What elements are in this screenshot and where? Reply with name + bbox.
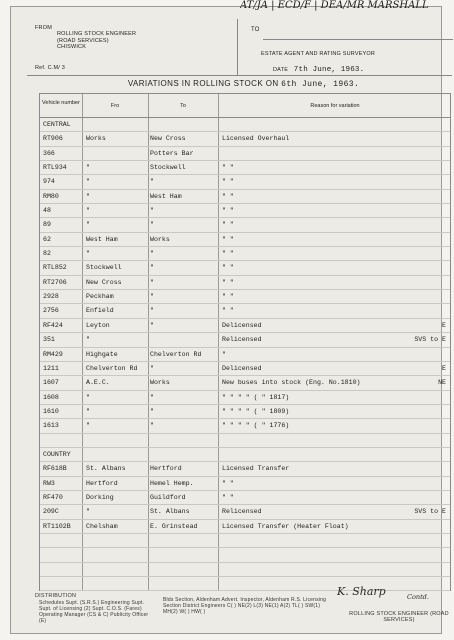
- table-row: [40, 319, 450, 333]
- vehicle-cell: RF470: [43, 493, 63, 501]
- to-cell: Guildford: [150, 493, 186, 501]
- vehicle-cell: RT1102B: [43, 522, 71, 530]
- from-cell: Leyton: [86, 321, 110, 329]
- reason-cell: " ": [222, 278, 234, 286]
- signature: K. Sharp: [337, 585, 386, 598]
- reason-cell: " ": [222, 293, 234, 301]
- table-row: [40, 233, 450, 247]
- to-cell: ": [150, 178, 154, 186]
- header-divider: [237, 19, 238, 75]
- from-cell: New Cross: [86, 278, 122, 286]
- to-cell: Hertford: [150, 465, 182, 473]
- from-cell: ": [86, 508, 90, 516]
- title-text: VARIATIONS IN ROLLING STOCK ON: [127, 79, 279, 88]
- vehicle-cell: RF424: [43, 321, 63, 329]
- table-row: [40, 348, 450, 362]
- vehicle-cell: RTL852: [43, 264, 67, 272]
- document-title: [35, 79, 452, 89]
- table-row: [40, 147, 450, 161]
- header-vehicle: Vehicle number: [42, 100, 80, 106]
- reason-cell: New buses into stock (Eng. No.1810): [222, 379, 361, 387]
- from-cell: A.E.C.: [86, 379, 110, 387]
- reason-cell: " ": [222, 493, 234, 501]
- to-cell: ": [150, 278, 154, 286]
- to-cell: ": [150, 407, 154, 415]
- table-row: [40, 462, 450, 476]
- to-cell: ": [150, 422, 154, 430]
- reason-cell: Licensed Transfer (Heater Float): [222, 522, 349, 530]
- from-label: FROM: [35, 25, 52, 31]
- table-row: [40, 577, 450, 591]
- to-cell: West Ham: [150, 192, 182, 200]
- from-address: [57, 31, 177, 51]
- from-line: ROLLING STOCK ENGINEER: [57, 31, 137, 37]
- table-row: [40, 376, 450, 390]
- from-cell: ": [86, 422, 90, 430]
- from-cell: ": [86, 221, 90, 229]
- from-cell: ": [86, 178, 90, 186]
- vehicle-cell: 89: [43, 221, 51, 229]
- vehicle-cell: CENTRAL: [43, 121, 71, 128]
- reason-cell: " " " " ( " 1776): [222, 422, 290, 430]
- vehicle-cell: 1613: [43, 422, 59, 430]
- from-cell: St. Albans: [86, 465, 126, 473]
- vehicle-cell: 2928: [43, 293, 59, 301]
- table-row: [40, 204, 450, 218]
- contd-note: Contd.: [407, 593, 429, 601]
- table-row: [40, 190, 450, 204]
- from-cell: ": [86, 336, 90, 344]
- vehicle-cell: 974: [43, 178, 55, 186]
- reason-cell: " ": [222, 235, 234, 243]
- from-cell: Highgate: [86, 350, 118, 358]
- from-cell: Hertford: [86, 479, 118, 487]
- reason-cell: Delicensed: [222, 321, 262, 329]
- from-cell: ": [86, 407, 90, 415]
- table-row: [40, 391, 450, 405]
- vehicle-cell: 62: [43, 235, 51, 243]
- vehicle-cell: 48: [43, 207, 51, 215]
- to-line: [263, 39, 453, 40]
- reason-cell: " ": [222, 207, 234, 215]
- vehicle-cell: 366: [43, 149, 55, 157]
- reason-cell: ": [222, 350, 226, 358]
- date-label: DATE: [273, 67, 289, 73]
- vehicle-cell: RF618B: [43, 465, 67, 473]
- from-cell: Enfield: [86, 307, 114, 315]
- date-value: 7th June, 1963.: [293, 66, 365, 74]
- table-row: [40, 477, 450, 491]
- reference: Ref. C.M/ 3: [35, 65, 66, 71]
- table-row: [40, 534, 450, 548]
- to-cell: ": [150, 264, 154, 272]
- table-row: [40, 419, 450, 433]
- date-field: [273, 67, 364, 74]
- table-header: [40, 94, 450, 118]
- vehicle-cell: RM80: [43, 192, 59, 200]
- blds-list: Blds Section, Aldenham Advert. Inspector, Aldenham R.S. Licensing Section District Engineers C( ) NE(2) L(3) NE(1) A(2) TL( ) SW(1) MH(2) W( ) HW( ): [163, 597, 327, 615]
- code-cell: E: [442, 364, 446, 372]
- table-row: [40, 132, 450, 146]
- vehicle-cell: 1608: [43, 393, 59, 401]
- vehicle-cell: RT2706: [43, 278, 67, 286]
- to-cell: ": [150, 393, 154, 401]
- code-cell: SVS to E: [414, 336, 446, 344]
- reason-cell: " ": [222, 164, 234, 172]
- vehicle-cell: 82: [43, 250, 51, 258]
- table-row: [40, 505, 450, 519]
- from-cell: Works: [86, 135, 106, 143]
- table-row: [40, 161, 450, 175]
- to-cell: Hemel Hemp.: [150, 479, 194, 487]
- to-cell: ": [150, 293, 154, 301]
- vehicle-cell: 1607: [43, 379, 59, 387]
- reason-cell: Licensed Overhaul: [222, 135, 290, 143]
- reason-cell: Delicensed: [222, 364, 262, 372]
- table-row: [40, 218, 450, 232]
- vehicle-cell: 2756: [43, 307, 59, 315]
- table-row: [40, 304, 450, 318]
- to-cell: Works: [150, 235, 170, 243]
- vehicle-cell: RT906: [43, 135, 63, 143]
- from-cell: West Ham: [86, 235, 118, 243]
- table-row: [40, 290, 450, 304]
- to-cell: Works: [150, 379, 170, 387]
- reason-cell: " " " " ( " 1809): [222, 407, 290, 415]
- from-line: (ROAD SERVICES): [57, 37, 109, 44]
- table-body: [40, 118, 450, 591]
- to-cell: Potters Bar: [150, 149, 194, 157]
- header-to: To: [180, 103, 186, 109]
- from-cell: Peckham: [86, 293, 114, 301]
- reason-cell: Relicensed: [222, 508, 262, 516]
- table-row: [40, 563, 450, 577]
- vehicle-cell: 209C: [43, 508, 59, 516]
- vehicle-cell: 351: [43, 336, 55, 344]
- to-cell: Stockwell: [150, 164, 186, 172]
- header-rule: [27, 75, 452, 76]
- from-cell: Chelverton Rd: [86, 364, 138, 372]
- from-cell: ": [86, 192, 90, 200]
- table-row: [40, 448, 450, 462]
- handwritten-annotation: AT/JA | ECD/F | DEA/MR MARSHALL: [240, 0, 429, 11]
- reason-cell: " ": [222, 307, 234, 315]
- reason-cell: Relicensed: [222, 336, 262, 344]
- signatory-title: ROLLING STOCK ENGINEER (ROAD SERVICES): [349, 611, 449, 623]
- reason-cell: " ": [222, 192, 234, 200]
- to-cell: ": [150, 207, 154, 215]
- memo-form: [10, 6, 449, 634]
- to-cell: Chelverton Rd: [150, 350, 202, 358]
- vehicle-cell: RTL934: [43, 164, 67, 172]
- to-cell: ": [150, 364, 154, 372]
- reason-cell: " ": [222, 264, 234, 272]
- to-cell: New Cross: [150, 135, 186, 143]
- table-row: [40, 520, 450, 534]
- table-row: [40, 175, 450, 189]
- reason-cell: " ": [222, 221, 234, 229]
- from-line: CHISWICK: [57, 44, 87, 50]
- vehicle-cell: 1211: [43, 364, 59, 372]
- from-cell: ": [86, 250, 90, 258]
- table-row: [40, 405, 450, 419]
- to-cell: St. Albans: [150, 508, 190, 516]
- vehicle-cell: 1610: [43, 407, 59, 415]
- header-reason: Reason for variation: [310, 103, 360, 109]
- table-row: [40, 247, 450, 261]
- from-cell: ": [86, 164, 90, 172]
- reason-cell: " ": [222, 178, 234, 186]
- vehicle-cell: RW3: [43, 479, 55, 487]
- table-row: [40, 118, 450, 132]
- table-row: [40, 261, 450, 275]
- variations-table: [39, 93, 451, 591]
- from-cell: Stockwell: [86, 264, 122, 272]
- distribution-label: DISTRIBUTION: [35, 593, 77, 599]
- header-fro: Fro: [110, 103, 120, 109]
- reason-cell: " " " " ( " 1817): [222, 393, 290, 401]
- vehicle-cell: COUNTRY: [43, 450, 71, 458]
- table-row: [40, 362, 450, 376]
- to-label: TO: [251, 27, 260, 33]
- to-cell: ": [150, 307, 154, 315]
- reason-cell: " ": [222, 250, 234, 258]
- code-cell: E: [442, 321, 446, 329]
- table-row: [40, 548, 450, 562]
- distribution-list: Schedules Supt. (S.R.S.) Engineering Supt. Supt. of Licensing (2) Supt. C.O.S. (Fares) Operating Manager (CS & C) Publicity Officer (E): [39, 600, 149, 624]
- reason-cell: " ": [222, 479, 234, 487]
- table-row: [40, 276, 450, 290]
- to-cell: ": [150, 250, 154, 258]
- from-cell: ": [86, 207, 90, 215]
- from-cell: Chelsham: [86, 522, 118, 530]
- code-cell: NE: [438, 379, 446, 387]
- to-cell: ": [150, 321, 154, 329]
- table-row: [40, 491, 450, 505]
- title-date: 6th June, 1963.: [281, 80, 360, 89]
- code-cell: SVS to E: [414, 508, 446, 516]
- to-cell: E. Grinstead: [150, 522, 198, 530]
- vehicle-cell: RM429: [43, 350, 63, 358]
- to-cell: ": [150, 221, 154, 229]
- from-cell: ": [86, 393, 90, 401]
- table-row: [40, 434, 450, 448]
- from-cell: Dorking: [86, 493, 114, 501]
- table-row: [40, 333, 450, 347]
- reason-cell: Licensed Transfer: [222, 465, 290, 473]
- to-recipient: ESTATE AGENT AND RATING SURVEYOR: [261, 51, 376, 57]
